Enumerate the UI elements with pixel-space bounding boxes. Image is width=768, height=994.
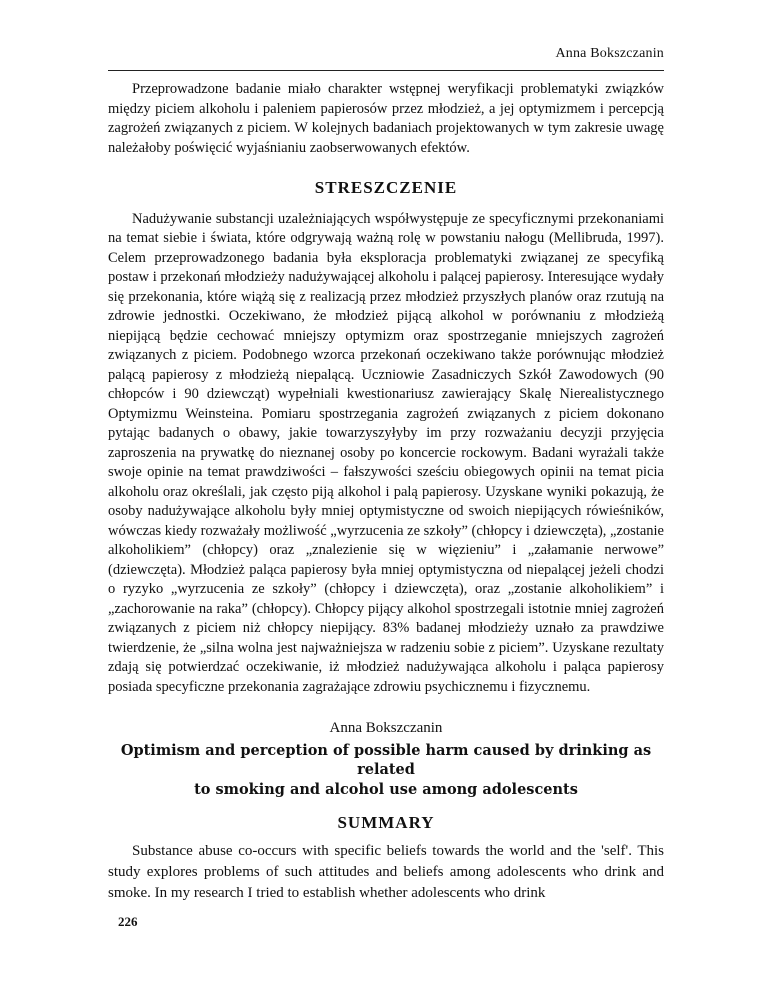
intro-paragraph: Przeprowadzone badanie miało charakter wstępnej weryfikacji problematyki związków między piciem alkoholu i paleniem papierosów przez młodzież, a jej optymizmem i percepcją zagrożeń związanych z piciem. W kolejnych badaniach projektowanych w tym zakresie uwagę należałoby poświęcić wyjaśnianiu zaobserwowanych efektów. (108, 81, 664, 156)
article-body (108, 80, 664, 904)
running-header (108, 34, 664, 71)
english-title-line-1: Optimism and perception of possible harm caused by drinking as related (120, 741, 652, 778)
summary-heading: SUMMARY (337, 813, 435, 832)
streszczenie-paragraph: Nadużywanie substancji uzależniających współwystępuje ze specyficznymi przekonaniami na temat siebie i świata, które odgrywają ważną rolę w powstaniu nałogu (Mellibruda, 1997). Celem przeprowadzonego badania była eksploracja problematyki związanej ze specyfiką postaw i przekonań młodzieży nadużywającej alkoholu i palącej papierosy. Interesujące wydały się przekonania, które wiążą się z realizacją przez młodzież przyszłych planów oraz rzutują na zdrowie jednostki. Oczekiwano, że młodzież pijącą alkohol w porównaniu z młodzieżą niepijącą będzie cechować mniejszy optymizm oraz spostrzeganie mniejszych zagrożeń związanych z piciem. Podobnego wzorca przekonań oczekiwano także porównując młodzież palącą papierosy z młodzieżą niepalącą. Uczniowie Zasadniczych Szkół Zawodowych (90 chłopców i 90 dziewcząt) wypełniali kwestionariusz zawierający Skalę Nierealistycznego Optymizmu Weinsteina. Pomiaru spostrzegania zagrożeń związanych z piciem dokonano pytając badanych o obawy, jakie towarzyszyłyby im przy rozważaniu decyzji przyjęcia zaproszenia na prywatkę do nieznanej osoby po koncercie rockowym. Badani wyrażali także swoje opinie na temat prawdziwości – fałszywości sześciu obiegowych opinii na temat picia alkoholu oraz określali, jak często piją alkohol i palą papierosy. Uzyskane wyniki pokazują, że osoby nadużywające alkoholu były mniej optymistyczne od swoich niepijących rówieśników, wówczas kiedy rozważały możliwość „wyrzucenia ze szkoły” (chłopcy i dziewczęta), „zostanie alkoholikiem” (chłopcy) oraz „znalezienie się w więzieniu” i „załamanie nerwowe” (dziewczęta). Młodzież paląca papierosy była mniej optymistyczna od niepalącej jeżeli chodzi o ryzyko „wyrzucenia ze szkoły” (chłopcy i dziewczęta), oraz „zostanie alkoholikiem” i „zachorowanie na raka” (chłopcy). Chłopcy pijący alkohol spostrzegali istotnie mniej zagrożeń związanych z piciem niż chłopcy niepijący. 83% badanej młodzieży uznało za prawdziwe twierdzenie, że „silna wolna jest najważniejsza w radzeniu sobie z piciem”. Uzyskane rezultaty zdają się potwierdzać oczekiwanie, iż młodzież nadużywająca alkoholu i paląca papierosy posiada specyficzne przekonania zagrażające zdrowiu psychicznemu i fizycznemu. (108, 210, 664, 695)
english-author: Anna Bokszczanin (329, 720, 443, 736)
streszczenie-heading: STRESZCZENIE (314, 178, 458, 197)
header-author: Anna Bokszczanin (555, 46, 664, 61)
english-title (108, 741, 664, 800)
english-title-line-2: to smoking and alcohol use among adolescents (194, 780, 578, 798)
summary-paragraph: Substance abuse co-occurs with specific beliefs towards the world and the 'self'. This study explores problems of such attitudes and beliefs among adolescents who drink and smoke. In my research I tried to establish whether adolescents who drink (108, 842, 664, 901)
page-number: 226 (118, 914, 138, 929)
